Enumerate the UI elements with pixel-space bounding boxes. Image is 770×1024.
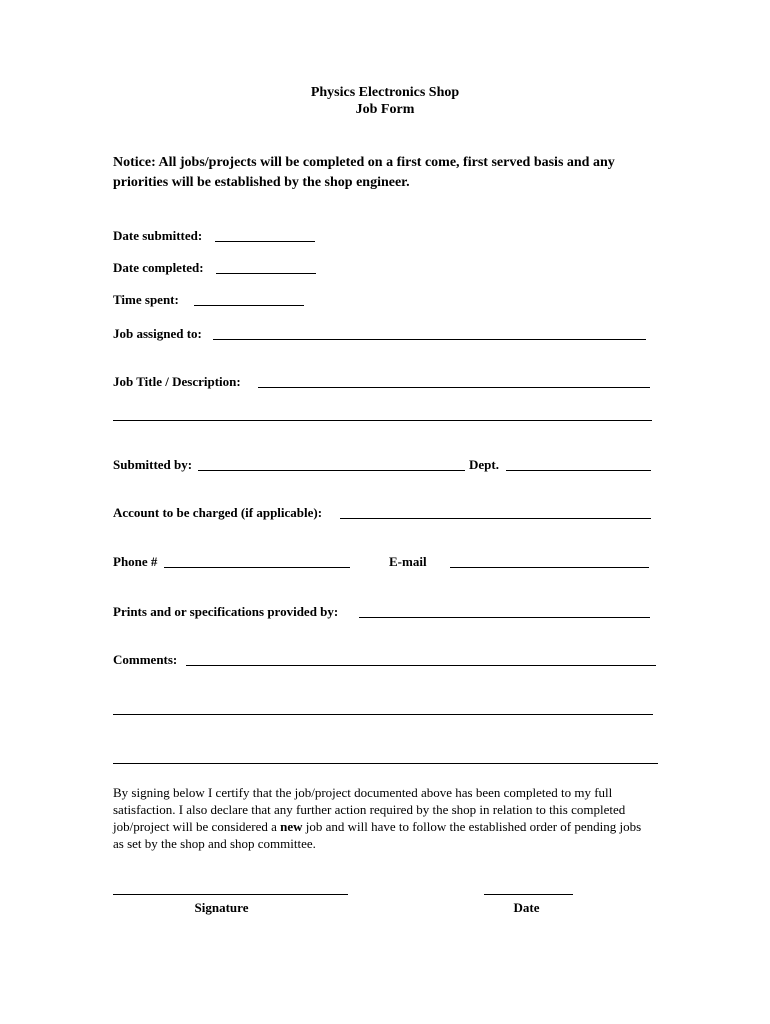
certification-text-end: job and will have to follow the established order of pending jobs as set by the shop and shop committee. [113,819,642,851]
email-label: E-mail [389,554,427,569]
section-divider [113,763,658,764]
date-completed-field[interactable] [216,273,316,274]
prints-field[interactable] [359,617,650,618]
prints-label: Prints and or specifications provided by: [113,604,339,619]
date-submitted-field[interactable] [215,241,315,242]
comments-line-2[interactable] [113,714,653,715]
form-title [0,84,770,118]
comments-label: Comments: [113,652,178,667]
job-title-label: Job Title / Description: [113,374,241,389]
account-field[interactable] [340,518,651,519]
phone-label: Phone # [113,554,158,569]
phone-field[interactable] [164,567,350,568]
title-line-shop: Physics Electronics Shop [310,85,460,100]
date-field[interactable] [484,894,573,895]
title-line-job-form: Job Form [355,102,415,117]
job-assigned-label: Job assigned to: [113,326,202,341]
time-spent-field[interactable] [194,305,304,306]
dept-label: Dept. [469,457,499,472]
time-spent-label: Time spent: [113,292,179,307]
date-completed-label: Date completed: [113,260,204,275]
notice-text: Notice: All jobs/projects will be completed on a first come, first served basis and any priorities will be established by the shop engineer. [113,155,615,190]
job-description-line-2[interactable] [113,420,652,421]
certification-text-start: By signing below I certify that the job/project documented above has been completed to my full satisfaction. I also declare that any further action required by the shop in relation to this completed job/project will be considered a [113,785,626,834]
submitted-by-field[interactable] [198,470,465,471]
certification-emphasis: new [280,819,303,834]
email-field[interactable] [450,567,649,568]
certification-text [113,784,653,852]
account-label: Account to be charged (if applicable): [113,505,323,520]
date-submitted-label: Date submitted: [113,228,203,243]
signature-label: Signature [194,900,249,915]
comments-field[interactable] [186,665,656,666]
signature-field[interactable] [113,894,348,895]
date-label: Date [513,900,540,915]
job-assigned-field[interactable] [213,339,646,340]
submitted-by-label: Submitted by: [113,457,193,472]
dept-field[interactable] [506,470,651,471]
job-title-field[interactable] [258,387,650,388]
